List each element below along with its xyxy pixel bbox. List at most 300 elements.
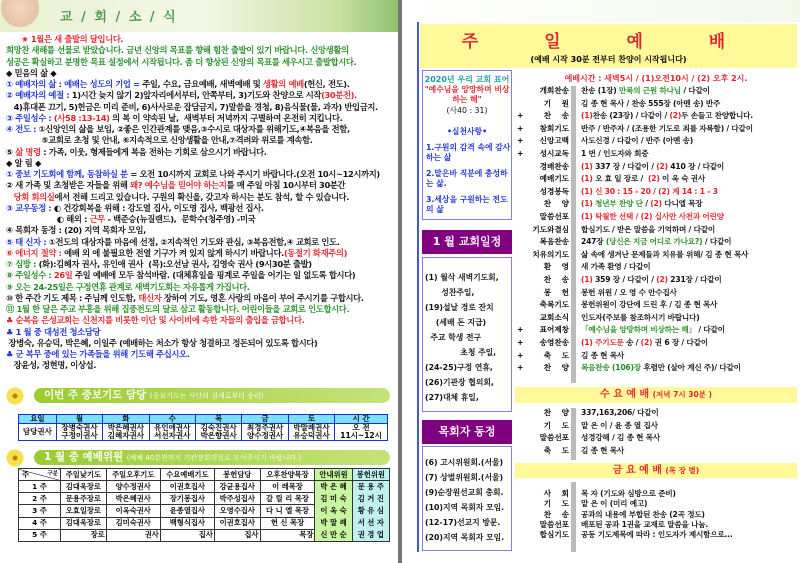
text-segment: / 다같이	[702, 237, 732, 247]
text-segment: 이 옥 숙 권사	[659, 174, 706, 184]
text-segment: (1) 신 30 : 15 - 20 / (2) 계 14 : 1 - 3	[581, 186, 718, 196]
text-segment: 송 /	[623, 338, 641, 347]
corner-cell	[19, 469, 61, 481]
border-line	[417, 22, 419, 552]
cross-mark: +	[517, 350, 524, 360]
text-segment: 왜? 예수님을 믿어야 하는지	[130, 180, 227, 191]
announcement-line	[6, 192, 398, 203]
motto-ref: (사40 : 31)	[446, 106, 488, 115]
announcement-line	[6, 158, 398, 169]
text-segment: ③ 교우동정 :	[6, 202, 54, 213]
service-value	[581, 236, 731, 249]
service-row	[515, 236, 800, 249]
service-value	[581, 211, 724, 224]
service-row	[515, 420, 800, 433]
text-segment: ◆ 알 림 ◆	[6, 157, 42, 168]
text-segment: 사도신경 / 다같이 / 반주 (아멘 송)	[581, 136, 693, 146]
announcement-line	[6, 79, 398, 90]
cross-mark: +	[517, 338, 524, 347]
wednesday-title: 수 요 예 배	[600, 389, 650, 400]
service-label: 찬 양	[543, 199, 569, 209]
service-label: 교회소식	[539, 312, 569, 322]
duty-cell	[149, 424, 195, 441]
pastor-news-item: (20)지역 목회자 모임.	[425, 533, 505, 542]
text-segment: 목 자 (기도와 심방으로 준비)	[581, 489, 676, 498]
announcement-list	[6, 34, 398, 372]
news-title: 교 / 회 / 소 / 식	[60, 10, 178, 25]
service-value	[581, 148, 648, 161]
service-label: 기 원	[543, 98, 569, 108]
text-segment: (1)	[581, 161, 593, 171]
schedule-item: (1) 월삭 새벽기도회,	[425, 273, 499, 282]
pastor-news-item: (7) 상벌위원회.(서울)	[425, 473, 504, 482]
text-segment: (동절기 화재주의)	[283, 247, 348, 258]
cell: 1 주	[19, 481, 61, 493]
service-row	[515, 261, 800, 274]
service-label: 치유의기도	[532, 249, 569, 259]
offering-name: 권 경 업	[357, 530, 384, 539]
text-segment: 찬송 (23장) / 다같이 /	[592, 111, 670, 121]
service-row	[515, 211, 800, 224]
announcement-line	[6, 315, 398, 326]
text-segment: ⑧ 주일성수 :	[6, 270, 54, 281]
text-segment: 인도자(주보를 참조하시기 바랍니다)	[581, 312, 700, 322]
motto-text: "예수님을 앙망하며 비상하는 해"	[424, 85, 510, 104]
schedule-item: (24-25)구정 연휴,	[425, 363, 493, 372]
text-segment: (1)	[581, 174, 593, 184]
column-header: 봉헌담당	[214, 469, 260, 481]
text-segment: 희망찬 새해를 선물로 받았습니다. 금년 신앙의 목표를 향해 힘찬 출발이 있기 바랍니다. 신앙생활의	[6, 45, 349, 56]
text-segment: ⑨ 오는 24-25일은 구정연휴 관계로 새벽기도회는 자유롭게 가집니다.	[6, 281, 250, 292]
name: 구정이권사	[61, 431, 98, 440]
service-row	[515, 407, 800, 420]
service-label: 말씀선포	[539, 212, 569, 221]
service-row	[515, 529, 800, 542]
name: 최경주권사	[246, 423, 284, 432]
usher-name: 신 만 순	[320, 530, 347, 539]
column-header: 주일낮기도	[61, 469, 107, 481]
text-segment: 근무	[89, 214, 105, 224]
text-segment: 두 손들고 찬양합니다.	[681, 111, 753, 121]
service-value	[581, 407, 659, 420]
text-segment: 26일	[53, 270, 73, 281]
service-value	[581, 135, 693, 148]
text-segment: ◐ 건강회복을 위해 : 강도열 집사, 이도영 집사, 백광선 집사.	[53, 202, 264, 213]
text-segment: 찬송 (1장)	[581, 86, 619, 95]
corner-top: 구분	[47, 471, 58, 477]
service-label: 기도와결심	[532, 224, 569, 234]
text-segment: 성경강해 / 김 종 현 목사	[581, 433, 661, 443]
service-value	[581, 274, 722, 287]
offering-name: 김 거 진	[357, 494, 384, 503]
name: 박은혜권사	[107, 423, 145, 432]
name: 오 전	[352, 423, 370, 432]
column-header: 월	[56, 415, 102, 424]
service-row	[515, 249, 800, 262]
text-segment: (1)	[581, 199, 596, 209]
table-row	[19, 481, 390, 493]
service-row	[515, 299, 800, 312]
service-row	[515, 432, 800, 445]
text-segment: 공과의 내용에 부합된 찬송 (2곡 정도)	[581, 509, 705, 519]
announcement-line	[6, 282, 398, 293]
text-segment: 복음찬송 (106)장	[581, 363, 641, 373]
duty-cell	[195, 424, 241, 441]
service-label: 신앙고백	[539, 136, 569, 146]
text-segment: (1)	[581, 111, 593, 121]
practice-item: 2.맡은바 직분에 충성하는 삶.	[426, 169, 508, 188]
service-value	[581, 337, 708, 350]
text-segment: / 다같이	[695, 325, 725, 335]
text-segment: 삶 속에 생겨난 문제들과 치유를 위해/ 김 종 현 목사	[581, 249, 749, 259]
text-segment: (30분전).	[321, 90, 357, 101]
prayer-duty-title: 이번 주 중보기도 담당	[44, 389, 147, 401]
duty-cell	[288, 424, 334, 441]
announcement-line	[6, 102, 398, 113]
column-header: 오후찬양목장	[260, 469, 315, 481]
text-segment: 오 효 일 장로 /	[592, 174, 648, 184]
offering-name: 서 선 자	[357, 518, 384, 527]
text-segment: (사58 :13-14)	[53, 112, 110, 123]
column-header: 금	[242, 415, 288, 424]
service-label: 기 도	[543, 499, 569, 509]
text-segment: 에서 전해 드리고 있습니다. 구원의 확신을, 갖고자 하시는 분도 참석, 할 수 있습니다.	[54, 191, 350, 202]
cell: 집사	[214, 529, 260, 541]
practice-heading: •실천사항•	[446, 127, 488, 136]
text-segment: ◆ 믿음의 삶 ◆	[6, 67, 57, 78]
cell: 집사	[160, 529, 214, 541]
text-segment: 새 가족 환영 / 다같이	[581, 262, 651, 272]
cell: 5 주	[19, 529, 61, 541]
text-segment: 1 번 / 인도자와 회중	[581, 149, 649, 158]
service-label: 참회기도	[539, 123, 569, 133]
pastor-news-heading: 목회자 동정	[422, 420, 512, 444]
announcement-line	[6, 237, 398, 248]
worship-committee-bar	[34, 450, 390, 465]
text-segment: (화):김혜자 권사, 유인애 권사 (목):오선남 권사, 김영숙 권사 (9시30분 출발)	[38, 259, 312, 269]
text-segment: 「예수님을 앙망하며 비상하는 해」	[581, 325, 696, 335]
text-segment: 장하여 기도, 영혼 사랑의 마음이 부어 주시기를 구합시다.	[161, 292, 364, 303]
service-label: 사 회	[543, 489, 569, 498]
announcement-line	[6, 270, 398, 281]
announcement-line	[6, 90, 398, 101]
announcement-line	[6, 147, 398, 158]
cell: 박주성집사	[214, 493, 260, 505]
service-label: 말씀선포	[539, 519, 569, 529]
cell: 헌 신 목장	[260, 517, 315, 529]
name: 11시~12시	[340, 431, 382, 440]
name: 유인애권사	[154, 423, 191, 432]
name: 양수정권사	[246, 431, 284, 440]
text-segment: 성공은 확실하고 분명한 목표 설정에서 시작됩니다. 좀 더 향상된 신앙의 목표를 세우시고 출발합시다.	[6, 56, 357, 67]
text-segment: 1)시간 늦지 않기 2)앞자리에서부터, 안쪽부터, 3)기도와 찬양으로 시작	[71, 90, 322, 101]
offering-name: 문 용 주	[357, 482, 384, 491]
announcement-line	[6, 293, 398, 304]
cell: 3 주	[19, 505, 61, 517]
text-segment: ◐ 해외 :	[6, 214, 90, 224]
cell: 이옥숙권사	[106, 505, 160, 517]
service-label: 환 영	[543, 262, 569, 272]
service-row	[515, 274, 800, 287]
cell: 문용주장로	[61, 493, 107, 505]
offering-name: 황 유 심	[357, 506, 384, 515]
column-header: 안내위원	[315, 469, 352, 481]
offering-cell	[352, 481, 389, 542]
cell: 오영수집사	[214, 505, 260, 517]
service-label: 경배찬송	[539, 161, 569, 171]
cell: 이 레목장	[260, 481, 315, 493]
service-label: 표어제창	[539, 325, 569, 335]
text-segment: 청년부 찬양 단	[595, 199, 643, 209]
cell: 목장	[260, 529, 315, 541]
schedule-item: 초청 주일,	[425, 348, 497, 357]
text-segment: ♣ 1 월 중 대성전 청소담당	[6, 326, 101, 337]
service-label: 축복기도	[539, 300, 569, 310]
service-label: 찬 양	[543, 408, 569, 417]
service-label: 합심기도	[539, 530, 569, 540]
corner-bottom: 주	[22, 470, 30, 479]
sunday-worship-title: 주 일 예 배	[461, 32, 756, 52]
schedule-item: 성찬주일,	[425, 288, 475, 297]
schedule-item: (세배 돈 지급)	[425, 318, 487, 327]
text-segment: 김 종 현 목사	[581, 445, 625, 455]
cross-mark: +	[517, 363, 524, 373]
cell: 갈 릴 리 목장	[260, 493, 315, 505]
column-header: 시 간	[335, 415, 388, 424]
friday-title: 금 요 예 배	[612, 465, 662, 476]
text-segment: ④ 전도 :	[6, 124, 39, 134]
cell: 장로	[61, 529, 107, 541]
service-label: 개회찬송	[539, 86, 569, 95]
worship-committee-note: (예배 40분전까지 기관장회의실로 모여주시기 바랍니다.)	[126, 454, 302, 462]
text-segment: ② 새 가족 및 초청받은 자들을 위해	[6, 180, 131, 191]
cross-mark: +	[517, 325, 524, 335]
text-segment: 봉헌위원이 강단에 드린 후 / 김 종 현 목사	[581, 300, 718, 310]
column-header: 토	[288, 415, 334, 424]
column-header: 주일오후기도	[106, 469, 160, 481]
prayer-duty-note: (중보기도는 사단의 권세로부터 승리)	[149, 392, 264, 400]
service-row	[515, 198, 800, 211]
schedule-item: (19)설날 경로 잔치	[425, 303, 494, 312]
service-row	[515, 135, 800, 148]
text-segment: ⑤교회로 초청 및 안내, ⑥지속적으로 신앙생활을 안내,⑦격려와 위로를 계속함.	[6, 135, 313, 146]
duty-cell	[56, 424, 102, 441]
announcement-line	[6, 214, 398, 225]
text-segment: 합심기도 / 받은 말씀을 기억하며 / 다같이	[581, 224, 715, 234]
service-label: 성경봉독	[539, 186, 569, 196]
cell: 양수정권사	[106, 481, 160, 493]
sunday-worship-header	[420, 24, 797, 68]
wednesday-note: (저녁 7시 30분 )	[652, 390, 712, 399]
service-row	[515, 148, 800, 161]
service-row	[515, 362, 800, 375]
service-row	[515, 173, 800, 186]
announcement-line	[6, 225, 398, 236]
cell: 권사	[106, 529, 160, 541]
service-row	[515, 287, 800, 300]
text-segment: (당신은 지금 어디로 가나요?)	[605, 237, 703, 247]
column-header: 요일	[19, 415, 57, 424]
text-segment: 337,163,206/ 다같이	[581, 408, 659, 417]
text-segment: ⑥ 에너지 절약 :	[6, 247, 65, 258]
row-label: 담당권사	[19, 424, 57, 441]
duty-cell	[242, 424, 288, 441]
service-value	[581, 186, 718, 199]
service-row	[515, 350, 800, 363]
text-segment: 장윤성, 정현명, 이상섭.	[6, 360, 97, 371]
announcement-line	[6, 304, 398, 315]
name: 김숙진권사	[200, 423, 237, 432]
announcement-line	[6, 349, 398, 360]
text-segment: 김 종 현 목사 / 찬송 555장 (아멘 송) 반주	[581, 98, 721, 108]
text-segment: (2)	[647, 174, 660, 184]
service-value	[581, 173, 705, 186]
text-segment: / 다같이	[680, 86, 710, 95]
service-label: 찬 양	[543, 363, 569, 373]
service-row	[515, 98, 800, 111]
practice-item: 3.세상을 구원하는 전도의 삶	[426, 195, 508, 214]
text-segment: (2)	[640, 338, 653, 347]
text-segment: ★ 1월은 새 출발의 달입니다.	[6, 34, 124, 44]
name: 유승덕권사	[293, 431, 330, 440]
announcement-line	[6, 169, 398, 180]
cell: 김대욱장로	[61, 517, 107, 529]
sunday-worship-subtitle: (예배 시작 30분 전부터 찬양이 시작됩니다)	[530, 55, 687, 64]
text-segment: 의 복 이 약속된 날, 새벽부터 저녁까지 구별하여 온전히 지킵니다.	[109, 112, 343, 123]
service-label: 축 도	[543, 445, 569, 455]
service-row	[515, 324, 800, 337]
text-segment: 주일 예배에 모두 참석바람. (대체휴일을 핑계로 주일을 어기는 일 없도록 합시다)	[72, 270, 356, 281]
announcement-line	[6, 327, 398, 338]
service-label: 성시교독	[539, 149, 569, 158]
text-segment: (2)	[669, 111, 682, 121]
prayer-duty-table	[18, 414, 388, 441]
cell: 박은혜권사	[106, 493, 160, 505]
pastor-news-item: (12-17)선교지 방문.	[425, 518, 501, 527]
schedule-item: (27)대체 휴일,	[425, 393, 479, 402]
text-segment: 김 종 현 목사	[581, 350, 625, 360]
usher-name: 박 은 혜	[320, 482, 347, 491]
friday-worship-bar	[515, 463, 797, 478]
text-segment: (1) 탁월한 선택 / (2) 십사만 사천과 어린양	[581, 212, 724, 221]
service-times: 예배시간 : 새벽5시 / (1)오전10시 / (2) 오후 2시.	[564, 74, 748, 83]
service-label: 기 도	[543, 420, 569, 430]
service-value	[581, 350, 624, 363]
text-segment: (헌신, 전도).	[303, 79, 350, 89]
announcement-line	[6, 135, 398, 146]
service-value	[581, 123, 753, 136]
announcement-line	[6, 113, 398, 124]
text-segment: 만복의 근원 하나님	[618, 86, 681, 95]
text-segment: 410 장 / 다같이	[667, 161, 725, 171]
text-segment: - 백준승(뉴질랜드), 문학수(청주영) -미국	[104, 214, 256, 224]
text-segment: = 오전 10시까지 교회로 나와 주시기 바랍니다.(오전 10시~12시까지)	[127, 169, 380, 179]
cell: 백형식집사	[160, 517, 214, 529]
text-segment: 배포된 공과 1권을 교재로 말씀을 나눔.	[581, 519, 709, 529]
service-label: 말씀선포	[539, 433, 569, 443]
service-label: 봉 헌	[543, 287, 569, 297]
announcement-line	[6, 34, 398, 45]
service-value	[581, 85, 710, 98]
announcement-line	[6, 338, 398, 349]
announcement-line	[6, 259, 398, 270]
text-segment: 봉헌 위원 / 오 영 수 안수집사	[581, 287, 677, 297]
service-value	[581, 198, 702, 211]
text-segment: 를 매 주일 아침 10시부터 30분간	[226, 180, 346, 191]
service-row	[515, 186, 800, 199]
service-value	[581, 249, 748, 262]
service-value	[581, 324, 725, 337]
text-segment	[6, 192, 14, 202]
name: 박말례권사	[293, 423, 330, 432]
service-value	[581, 287, 677, 300]
service-label: 송영찬송	[539, 338, 569, 347]
pastor-news-item: (9)순장원선교회 총회.	[425, 488, 504, 497]
cell: 강균용집사	[214, 481, 260, 493]
duty-cell	[335, 424, 388, 441]
cross-mark: +	[517, 149, 524, 158]
name: 김혜자권사	[107, 431, 145, 440]
pastor-news-item: (10)지역 목회자 모임.	[425, 503, 505, 512]
text-segment: 후렴만 (살아 계신 주)/ 다같이	[640, 363, 741, 373]
schedule-item: (26)기관장 협의회,	[425, 378, 494, 387]
text-segment: ①신앙인의 삶을 보임, ②좋은 인간관계를 맺음,③수시로 대상자를 위해기도,④복음을 전함,	[38, 124, 350, 134]
column-header: 목	[195, 415, 241, 424]
column-header: 수	[149, 415, 195, 424]
text-segment: 주일, 수요, 금요예배, 새벽예배 및	[142, 79, 263, 89]
schedule-box	[422, 257, 512, 412]
pastor-news-box	[422, 446, 512, 551]
motto-heading: 2020년 우리 교회 표어	[424, 75, 510, 84]
worship-committee-table	[18, 468, 390, 542]
text-segment: (2)	[656, 275, 668, 284]
service-value	[581, 312, 699, 325]
text-segment: 맡 은 이 (미리 예고)	[581, 499, 648, 509]
service-label: 찬 송	[543, 111, 569, 121]
service-row	[515, 312, 800, 325]
cell: 김대욱장로	[61, 481, 107, 493]
service-value	[581, 261, 650, 274]
announcement-line	[6, 45, 398, 56]
announcement-line	[6, 248, 398, 259]
announcement-line	[6, 57, 398, 68]
text-segment: 권 6 장 / 다같이	[652, 338, 708, 347]
text-segment: ⑪ 1월 한 달은 주교 부흥을 위해 집중전도의 달로 삼고 활동합니다. 어린이들을 교회로 인도합시다.	[6, 304, 350, 314]
service-label: 복음찬송	[539, 237, 569, 247]
text-segment: ① 예배자의 삶 : 예배는 성도의 기업 =	[6, 79, 143, 89]
column-header: 화	[103, 415, 149, 424]
sunday-worship-panel	[402, 0, 800, 563]
schedule-heading: 1 월 교회일정	[422, 230, 512, 254]
practice-item: 1.구원의 감격 속에 감사하는 삶	[426, 143, 511, 162]
text-segment: 다니엘 목장	[661, 199, 703, 209]
service-row	[515, 85, 800, 98]
cell: 장기봉집사	[160, 493, 214, 505]
service-value	[581, 98, 720, 111]
service-value	[581, 299, 717, 312]
text-segment: ♣ 순복음 은성교회는 신천지를 비롯한 이단 및 사이비에 속한 자들의 출입을 금합니다.	[6, 315, 305, 326]
service-label: 축 도	[543, 350, 569, 360]
announcement-line	[6, 124, 398, 135]
announcement-line	[6, 180, 398, 191]
text-segment: 장병숙, 유승덕, 박은혜, 이일주 (예배하는 처소가 항상 청결하고 정돈되어 있도록 합시다)	[6, 337, 318, 348]
text-segment: ③ 주일성수 :	[6, 112, 54, 123]
text-segment: ② 예배자의 예절 :	[6, 90, 72, 101]
service-value	[581, 420, 658, 433]
text-segment: ♣ 군 복무 중에 있는 가족들을 위해 기도해 주십시오.	[6, 349, 190, 359]
cell: 2 주	[19, 493, 61, 505]
service-value	[581, 529, 733, 542]
